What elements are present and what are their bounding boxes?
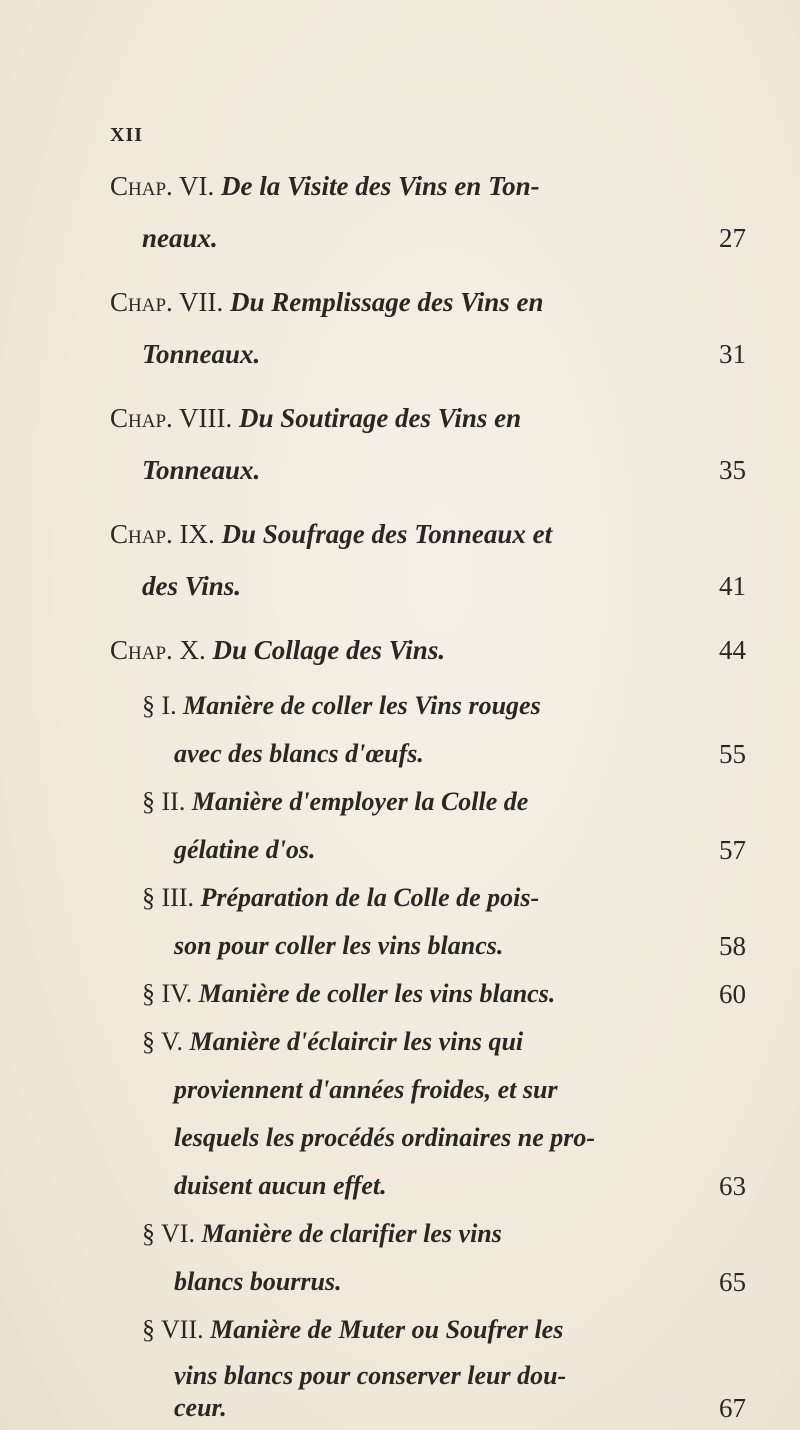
section-title-continued: vins blancs pour conserver leur dou- — [174, 1361, 567, 1390]
section-title-continued: gélatine d'os. — [174, 835, 316, 864]
toc-section-5 — [0, 1022, 800, 1062]
section-number: § I. — [142, 691, 177, 720]
section-title-continued: lesquels les procédés ordinaires ne pro- — [174, 1123, 596, 1152]
chapter-title-continued: Tonneaux. — [142, 339, 261, 369]
page-number: 57 — [719, 835, 746, 865]
section-title: Manière de Muter ou Soufrer les — [210, 1315, 564, 1344]
page-number: 63 — [719, 1171, 746, 1201]
chapter-number: Chap. VII. — [110, 287, 224, 317]
section-title: Manière de coller les Vins rouges — [183, 691, 541, 720]
toc-section-3 — [0, 878, 800, 918]
section-number: § IV. — [142, 979, 193, 1008]
toc-section-4 — [0, 974, 800, 1014]
chapter-title-continued: Tonneaux. — [142, 455, 261, 485]
chapter-number: Chap. VI. — [110, 171, 215, 201]
section-title: Manière d'éclaircir les vins qui — [189, 1027, 524, 1056]
toc-entry-chap-vii — [0, 282, 800, 322]
toc-entry-chap-ix — [0, 514, 800, 554]
folio-number: XII — [110, 124, 144, 146]
page-number: 67 — [719, 1393, 746, 1423]
section-title-continued: blancs bourrus. — [174, 1267, 342, 1296]
section-title-continued: duisent aucun effet. — [174, 1171, 387, 1200]
section-title-continued: avec des blancs d'œufs. — [174, 739, 424, 768]
section-title-continued: ceur. — [174, 1393, 227, 1422]
toc-entry-chap-viii — [0, 398, 800, 438]
page-number: 55 — [719, 739, 746, 769]
chapter-title: Du Remplissage des Vins en — [230, 287, 544, 317]
page-number: 58 — [719, 931, 746, 961]
section-number: § II. — [142, 787, 186, 816]
chapter-title: Du Collage des Vins. — [212, 635, 446, 665]
chapter-title: De la Visite des Vins en Ton- — [221, 171, 540, 201]
section-title-continued: proviennent d'années froides, et sur — [174, 1075, 558, 1104]
page-number: 35 — [719, 455, 746, 485]
chapter-number: Chap. VIII. — [110, 403, 233, 433]
toc-section-6 — [0, 1214, 800, 1254]
toc-section-7 — [0, 1310, 800, 1350]
page-number: 27 — [719, 223, 746, 253]
section-number: § VI. — [142, 1219, 195, 1248]
chapter-title-continued: neaux. — [142, 223, 218, 253]
chapter-number: Chap. X. — [110, 635, 206, 665]
page-number: 31 — [719, 339, 746, 369]
section-title-continued: son pour coller les vins blancs. — [174, 931, 504, 960]
page-number: 44 — [719, 635, 746, 665]
toc-entry-chap-x — [0, 630, 800, 670]
chapter-number: Chap. IX. — [110, 519, 215, 549]
section-title: Manière de coller les vins blancs. — [198, 979, 556, 1008]
toc-section-2 — [0, 782, 800, 822]
toc-section-1 — [0, 686, 800, 726]
section-title: Préparation de la Colle de pois- — [200, 883, 540, 912]
page-number: 41 — [719, 571, 746, 601]
page-number: 65 — [719, 1267, 746, 1297]
section-number: § V. — [142, 1027, 183, 1056]
toc-entry-chap-vi — [0, 166, 800, 206]
section-number: § III. — [142, 883, 194, 912]
section-number: § VII. — [142, 1315, 204, 1344]
page-number: 60 — [719, 979, 746, 1009]
chapter-title: Du Soufrage des Tonneaux et — [221, 519, 553, 549]
section-title: Manière d'employer la Colle de — [191, 787, 529, 816]
section-title: Manière de clarifier les vins — [201, 1219, 502, 1248]
chapter-title-continued: des Vins. — [142, 571, 242, 601]
chapter-title: Du Soutirage des Vins en — [239, 403, 522, 433]
